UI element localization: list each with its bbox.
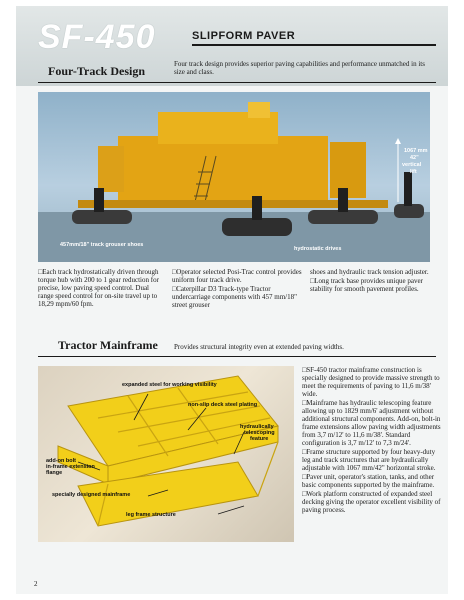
feature-mainframe-strength: □ SF-450 tractor mainframe construction is specially designed to provide massive strength to meet the requirements of paving to 11,6 m/38' wide. <box>302 366 442 398</box>
caption-lift-vertical: vertical <box>402 162 422 168</box>
caption-bolt-1: add-on bolt <box>46 458 76 464</box>
caption-mainframe-design: specially designed mainframe <box>52 492 131 498</box>
caption-bolt-2: in-frame extension <box>46 464 95 470</box>
paver-photo <box>38 92 430 262</box>
section-description-four-track: Four track design provides superior paving capabilities and performance unmatched in its size and class. <box>174 60 425 76</box>
caption-track-shoes: 457mm/18" track grouser shoes <box>60 242 144 248</box>
brochure-page <box>16 6 448 594</box>
feature-column-2 <box>172 268 304 310</box>
caption-lift-mm: 1067 mm <box>404 148 428 154</box>
caption-telescoping-2: telescoping <box>244 430 275 436</box>
section-title-mainframe: Tractor Mainframe <box>58 338 158 352</box>
section-title-four-track: Four-Track Design <box>48 64 145 78</box>
page-number: 2 <box>34 580 38 588</box>
model-title: SF-450 <box>38 18 156 56</box>
caption-expanded-steel: expanded steel for working visibility <box>122 382 217 388</box>
section-rule-right <box>174 82 436 83</box>
section2-rule-left <box>38 356 174 357</box>
feature-long-track: □ Long track base provides unique paver stability for smooth pavement profiles. <box>310 277 436 293</box>
feature-column-1 <box>38 268 166 309</box>
caption-non-slip-deck: non-slip deck steel plating <box>188 402 258 408</box>
feature-caterpillar: □ Caterpillar D3 Track-type Tractor undercarriage components with 457 mm/18" street grouser <box>172 285 304 309</box>
caption-lift-word: lift <box>410 169 417 175</box>
header-rule <box>192 44 436 46</box>
caption-hydrostatic-drives: hydrostatic drives <box>294 246 342 252</box>
feature-column-mainframe <box>302 366 442 515</box>
product-subtitle: SLIPFORM PAVER <box>192 30 296 42</box>
section-rule-left <box>38 82 174 83</box>
caption-leg-frame: leg frame structure <box>126 512 176 518</box>
caption-lift-in: 42" <box>410 155 419 161</box>
feature-column-3 <box>310 268 436 294</box>
feature-work-platform: □ Work platform constructed of expanded steel decking giving the operator excellent visibility of paving process. <box>302 490 442 514</box>
caption-telescoping-3: feature <box>250 436 269 442</box>
caption-bolt-3: flange <box>46 470 63 476</box>
feature-frame-structure: □ Frame structure supported by four heavy-duty leg and track structures that are hydraulically adjustable with 1067 mm/42" horizontal stroke. <box>302 448 442 472</box>
feature-hydrostatic: □ Each track hydrostatically driven through torque hub with 200 to 1 gear reduction for precise, low paving speed control. Dual range speed control for on-site travel up to 18,29 mpm/60 fpm. <box>38 268 166 308</box>
paver-illustration <box>38 92 430 262</box>
feature-telescoping: □ Mainframe has hydraulic telescoping feature allowing up to 1829 mm/6' adjustment without additional structural components. Add-on, bolt-in frame extensions allow paving width adjustments from 3,7 m/12' to 11,6 m/38'. Standard configuration is 3,7 m/12' to 7,3 m/24'. <box>302 399 442 447</box>
caption-telescoping-1: hydraulically <box>240 424 274 430</box>
section2-rule-right <box>174 356 436 357</box>
feature-posi-trac: □ Operator selected Posi-Trac control provides uniform four track drive. <box>172 268 304 284</box>
feature-track-tension: shoes and hydraulic track tension adjuster. <box>310 268 429 276</box>
mainframe-photo <box>38 366 294 542</box>
feature-paver-unit: □ Paver unit, operator's station, tanks, and other basic components supported by the mainframe. <box>302 473 442 489</box>
section-description-mainframe: Provides structural integrity even at extended paving widths. <box>174 343 344 351</box>
